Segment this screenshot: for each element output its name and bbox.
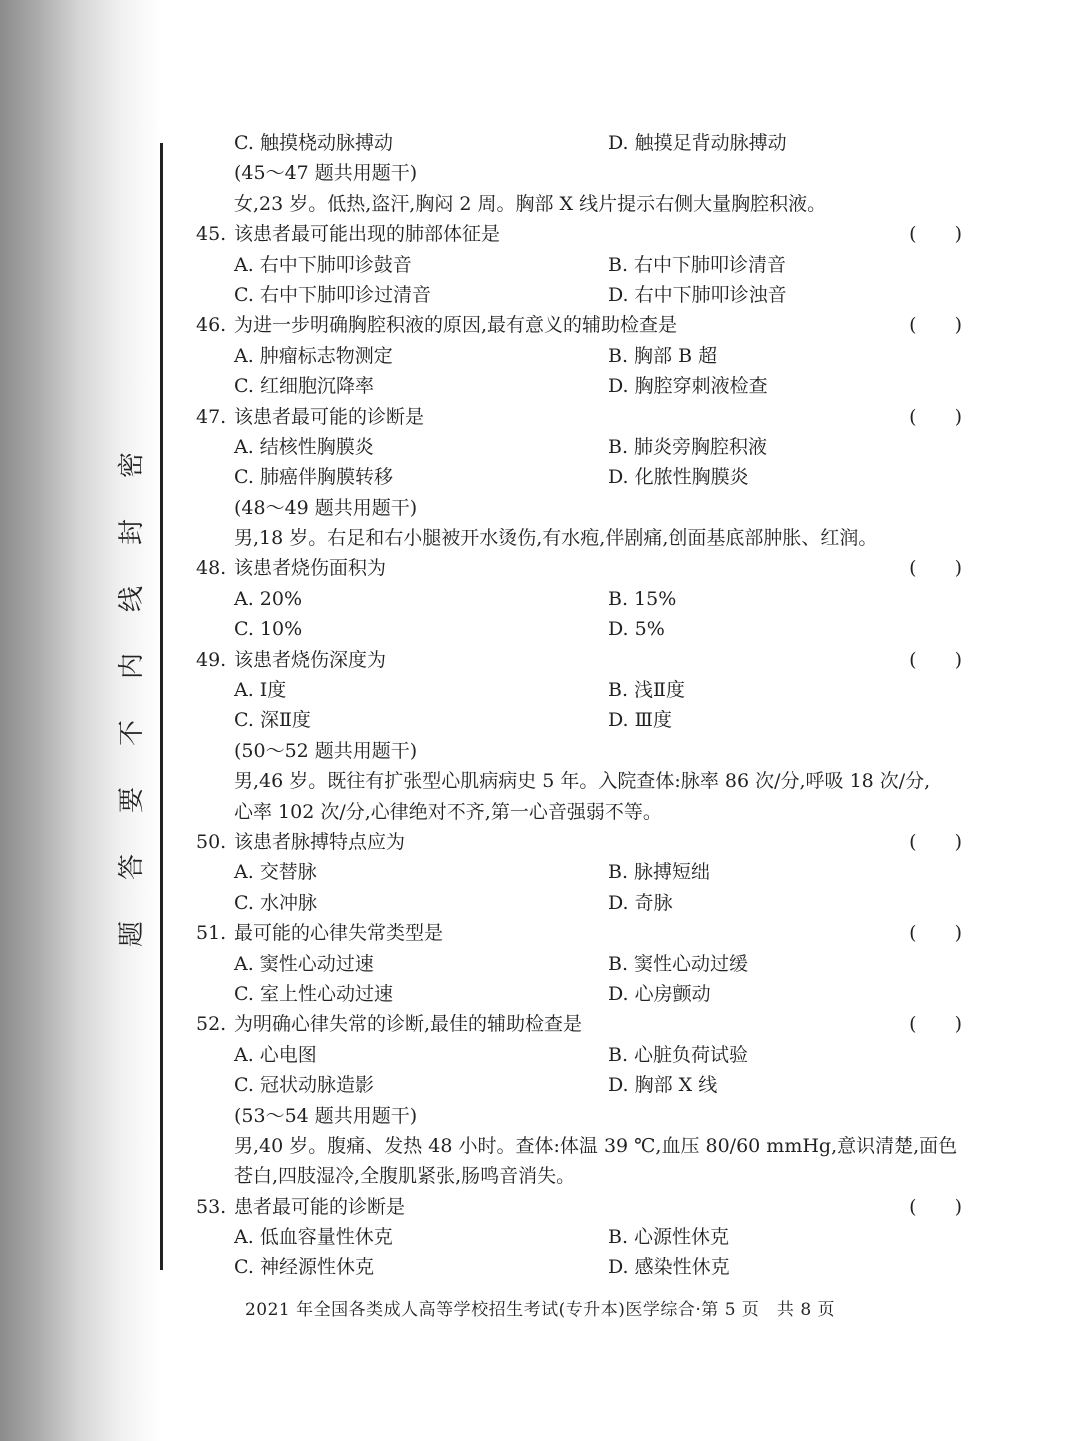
question-stem bbox=[196, 645, 966, 675]
option-row bbox=[196, 857, 966, 887]
question-stem bbox=[196, 310, 966, 340]
option-row bbox=[196, 128, 966, 158]
option-right: D. 化脓性胸膜炎 bbox=[608, 466, 749, 489]
answer-blank: ( ) bbox=[909, 922, 962, 945]
question-text: 最可能的心律失常类型是 bbox=[234, 922, 444, 945]
seal-line bbox=[160, 143, 163, 1270]
option-left: A. 肿瘤标志物测定 bbox=[234, 344, 393, 367]
option-row bbox=[196, 614, 966, 644]
seal-char: 要 bbox=[116, 786, 147, 814]
answer-blank: ( ) bbox=[909, 1195, 962, 1218]
option-right: B. 窦性心动过缓 bbox=[608, 952, 749, 975]
question-text: 该患者最可能出现的肺部体征是 bbox=[234, 223, 501, 246]
option-right: D. 心房颤动 bbox=[608, 982, 711, 1005]
option-right: D. 感染性休克 bbox=[608, 1256, 730, 1279]
option-left: C. 红细胞沉降率 bbox=[234, 375, 374, 398]
option-right: B. 右中下肺叩诊清音 bbox=[608, 253, 787, 276]
question-stem bbox=[196, 918, 966, 948]
question-number: 50. bbox=[196, 830, 227, 853]
option-left: A. 心电图 bbox=[234, 1043, 317, 1066]
stem-text: 男,46 岁。既往有扩张型心肌病病史 5 年。入院查体:脉率 86 次/分,呼吸 18 次/分, bbox=[234, 770, 931, 793]
question-text: 该患者脉搏特点应为 bbox=[234, 830, 406, 853]
option-row bbox=[196, 1070, 966, 1100]
option-row bbox=[196, 888, 966, 918]
option-row bbox=[196, 341, 966, 371]
seal-char: 不 bbox=[116, 719, 147, 747]
option-left: C. 肺癌伴胸膜转移 bbox=[234, 466, 393, 489]
option-right: D. 触摸足背动脉搏动 bbox=[608, 132, 787, 154]
option-left: C. 10% bbox=[234, 618, 303, 641]
stem-text: 男,18 岁。右足和右小腿被开水烫伤,有水疱,伴剧痛,创面基底部肿胀、红润。 bbox=[234, 527, 878, 550]
question-stem bbox=[196, 827, 966, 857]
seal-char: 内 bbox=[116, 652, 147, 680]
option-right: D. 胸部 X 线 bbox=[608, 1074, 718, 1097]
stem-text: (48～49 题共用题干) bbox=[234, 496, 418, 519]
option-row bbox=[196, 462, 966, 492]
question-text: 该患者烧伤深度为 bbox=[234, 648, 387, 671]
question-number: 47. bbox=[196, 405, 227, 428]
option-left: A. 低血容量性休克 bbox=[234, 1226, 393, 1249]
seal-warning-text bbox=[112, 452, 152, 988]
option-row bbox=[196, 432, 966, 462]
answer-blank: ( ) bbox=[909, 557, 962, 580]
answer-blank: ( ) bbox=[909, 314, 962, 337]
question-number: 52. bbox=[196, 1013, 227, 1036]
option-left: C. 水冲脉 bbox=[234, 891, 317, 914]
option-right: D. 奇脉 bbox=[608, 891, 673, 914]
option-right: D. 胸腔穿刺液检查 bbox=[608, 375, 768, 398]
option-left: A. 交替脉 bbox=[234, 861, 317, 884]
option-right: D. 右中下肺叩诊浊音 bbox=[608, 283, 787, 306]
option-row bbox=[196, 1252, 966, 1282]
option-left: A. 窦性心动过速 bbox=[234, 952, 374, 975]
option-left: A. 右中下肺叩诊鼓音 bbox=[234, 253, 412, 276]
stem-text: (50～52 题共用题干) bbox=[234, 739, 418, 762]
option-left: A. 20% bbox=[234, 587, 303, 610]
option-row bbox=[196, 705, 966, 735]
option-row bbox=[196, 280, 966, 310]
question-stem bbox=[196, 402, 966, 432]
stem-text: (53～54 题共用题干) bbox=[234, 1104, 418, 1127]
stem-text: 心率 102 次/分,心律绝对不齐,第一心音强弱不等。 bbox=[234, 800, 662, 823]
answer-blank: ( ) bbox=[909, 405, 962, 428]
question-number: 53. bbox=[196, 1195, 227, 1218]
stem-text: 男,40 岁。腹痛、发热 48 小时。查体:体温 39 ℃,血压 80/60 mmHg,意识清楚,面色 bbox=[234, 1134, 958, 1157]
answer-blank: ( ) bbox=[909, 830, 962, 853]
option-left: C. 右中下肺叩诊过清音 bbox=[234, 283, 431, 306]
stem-text: 女,23 岁。低热,盗汗,胸闷 2 周。胸部 X 线片提示右侧大量胸腔积液。 bbox=[234, 192, 827, 215]
question-text: 该患者最可能的诊断是 bbox=[234, 405, 425, 428]
option-row bbox=[196, 1040, 966, 1070]
stem-text: (45～47 题共用题干) bbox=[234, 162, 418, 185]
answer-blank: ( ) bbox=[909, 648, 962, 671]
question-text: 患者最可能的诊断是 bbox=[234, 1195, 406, 1218]
option-row bbox=[196, 584, 966, 614]
answer-blank: ( ) bbox=[909, 1013, 962, 1036]
option-right: B. 胸部 B 超 bbox=[608, 344, 718, 367]
option-right: B. 15% bbox=[608, 587, 677, 610]
question-number: 48. bbox=[196, 557, 227, 580]
question-stem bbox=[196, 553, 966, 583]
question-stem bbox=[196, 219, 966, 249]
question-stem bbox=[196, 1009, 966, 1039]
option-left: C. 深Ⅱ度 bbox=[234, 709, 311, 732]
option-left: C. 冠状动脉造影 bbox=[234, 1074, 374, 1097]
question-text: 为明确心律失常的诊断,最佳的辅助检查是 bbox=[234, 1013, 583, 1036]
option-left: C. 神经源性休克 bbox=[234, 1256, 374, 1279]
option-row bbox=[196, 371, 966, 401]
stem-text: 苍白,四肢湿冷,全腹肌紧张,肠鸣音消失。 bbox=[234, 1165, 576, 1188]
option-right: B. 脉搏短绌 bbox=[608, 861, 711, 884]
option-right: B. 肺炎旁胸腔积液 bbox=[608, 435, 768, 458]
option-row bbox=[196, 1222, 966, 1252]
question-text: 为进一步明确胸腔积液的原因,最有意义的辅助检查是 bbox=[234, 314, 678, 337]
question-text: 该患者烧伤面积为 bbox=[234, 557, 387, 580]
seal-char: 题 bbox=[116, 920, 147, 948]
option-right: B. 浅Ⅱ度 bbox=[608, 679, 685, 702]
question-number: 46. bbox=[196, 314, 227, 337]
seal-char: 答 bbox=[116, 853, 147, 881]
seal-char: 封 bbox=[116, 518, 147, 546]
option-row bbox=[196, 675, 966, 705]
question-number: 45. bbox=[196, 223, 227, 246]
seal-char: 密 bbox=[116, 451, 147, 479]
answer-blank: ( ) bbox=[909, 223, 962, 246]
option-left: C. 室上性心动过速 bbox=[234, 982, 393, 1005]
question-number: 49. bbox=[196, 648, 227, 671]
option-row bbox=[196, 949, 966, 979]
question-number: 51. bbox=[196, 922, 227, 945]
questions-area bbox=[196, 128, 966, 1283]
seal-char: 线 bbox=[116, 585, 147, 613]
option-right: D. Ⅲ度 bbox=[608, 709, 672, 732]
option-left: A. 结核性胸膜炎 bbox=[234, 435, 374, 458]
option-right: B. 心源性休克 bbox=[608, 1226, 730, 1249]
option-left: A. Ⅰ度 bbox=[234, 679, 287, 702]
option-row bbox=[196, 250, 966, 280]
option-left: C. 触摸桡动脉搏动 bbox=[234, 132, 393, 154]
option-row bbox=[196, 979, 966, 1009]
option-right: B. 心脏负荷试验 bbox=[608, 1043, 749, 1066]
question-stem bbox=[196, 1192, 966, 1222]
page-footer: 2021 年全国各类成人高等学校招生考试(专升本)医学综合·第 5 页 共 8 页 bbox=[244, 1300, 836, 1320]
option-right: D. 5% bbox=[608, 618, 665, 641]
